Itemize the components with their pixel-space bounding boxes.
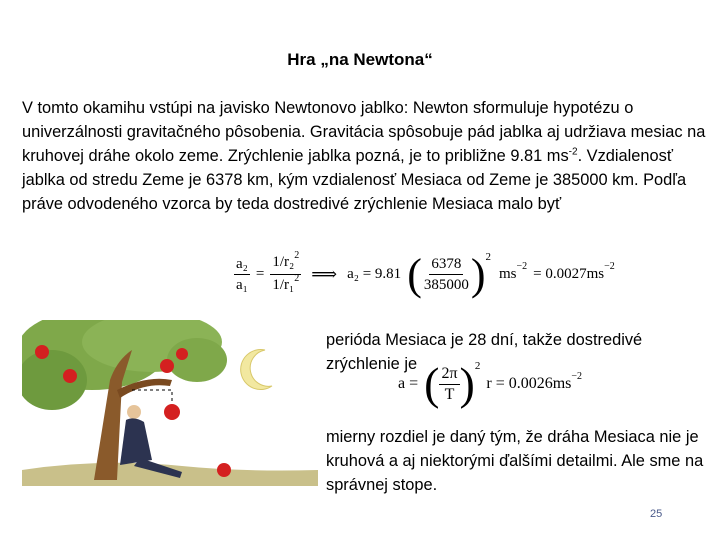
apple-icon: [217, 463, 231, 477]
paragraph-superscript: -2: [568, 146, 578, 158]
fraction-inverse-radius: $\frac{1/r_2^2}{1/r_1^2}$: [272, 250, 300, 293]
period-text: perióda Mesiaca je 28 dní, takže dostredivé zrýchlenie je: [326, 331, 643, 373]
fraction-2pi-t: $\frac{2\pi}{T}$: [441, 364, 458, 403]
equation-centripetal: a = ( $\frac{2\pi}{T}$ ) 2 r = 0.0026ms −2: [398, 358, 583, 409]
a2-value-label: a₂ = 9.81: [347, 266, 402, 282]
apple-icon: [35, 345, 49, 359]
newton-apple-illustration: [22, 320, 318, 486]
falling-apple-icon: [164, 404, 180, 420]
slide-title: Hra „na Newtona“: [287, 50, 433, 69]
paragraph-text-rest: . Vzdialenosť jablka od stredu Zeme je 6378 km, kým vzdialenosť Mesiaca od Zeme je 385000 km. Podľa práve odvodeného vzorca by teda dostredivé zrýchlenie Mesiaca malo byť: [22, 147, 687, 213]
equation-ratio: $\frac{\text{a₂}}{\text{a₁}}$ = $\frac{1/r_2^2}{1/r_1^2}$ ⟹ a₂ = 9.81 ( $\frac{6378}{385000}$ ) 2 ms −2 = 0.0027ms −2: [236, 249, 615, 299]
newton-tree-icon: [22, 320, 318, 486]
fraction-radius-ratio: $\frac{6378}{385000}$: [423, 256, 469, 293]
implies-arrow: ⟹: [311, 264, 338, 284]
apple-icon: [160, 359, 174, 373]
apple-icon: [63, 369, 77, 383]
paragraph-text: V tomto okamihu vstúpi na javisko Newtonovo jablko: Newton sformuluje hypotézu o univerzálnosti gravitačného pôsobenia. Gravitácia spôsobuje pád jablka aj udržiava mesiac na kruhovej dráhe okolo zeme. Zrýchlenie jablka pozná, je to približne 9.81 ms: [22, 99, 706, 165]
main-paragraph: [22, 96, 712, 216]
page-number: 25: [650, 508, 663, 520]
fraction-a2-a1: $\frac{\text{a₂}}{\text{a₁}}$: [236, 256, 248, 293]
apple-icon: [176, 348, 188, 360]
conclusion-text: mierny rozdiel je daný tým, že dráha Mesiaca nie je kruhová a aj niektorými ďalšími detailmi. Ale sme na správnej stope.: [326, 428, 704, 494]
